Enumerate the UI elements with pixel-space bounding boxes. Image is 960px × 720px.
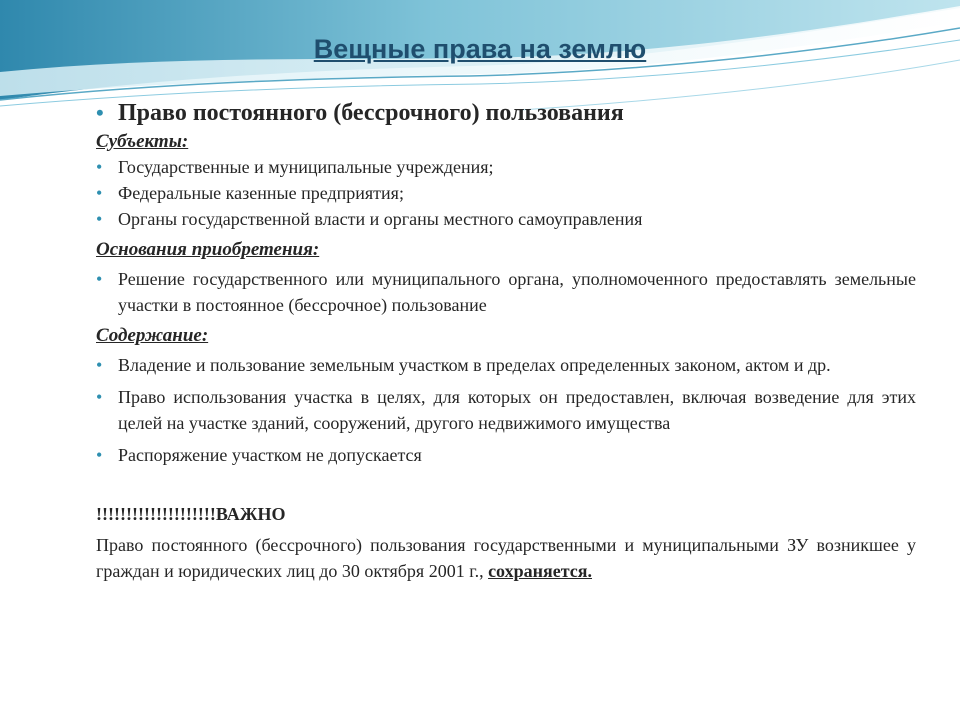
list-item [96,180,916,206]
main-heading [96,96,916,130]
list-item-text: Распоряжение участком не допускается [118,445,422,465]
section-subjects [96,130,916,232]
bullet-icon: • [96,157,103,177]
list-item-text: Государственные и муниципальные учреждения; [118,157,494,177]
note-paragraph [96,532,916,584]
bullet-icon: • [96,387,103,407]
section-label-grounds: Основания приобретения: [96,239,320,260]
list-item [96,442,916,468]
bullet-icon: • [96,100,104,125]
list-item [96,266,916,318]
content [96,96,916,584]
note-emphasis: сохраняется. [488,561,593,581]
subjects-list [96,154,916,232]
bullet-icon: • [96,209,103,229]
section-content [96,324,916,468]
content-list [96,352,916,468]
bullet-icon: • [96,355,103,375]
section-label-subjects: Субъекты: [96,131,189,152]
list-item [96,384,916,436]
list-item-text: Право использования участка в целях, для которых он предоставлен, включая возведение для этих целей на участке зданий, сооружений, другого недвижимого имущества [118,387,916,433]
main-heading-text: Право постоянного (бессрочного) пользования [118,100,624,126]
list-item-text: Федеральные казенные предприятия; [118,183,404,203]
section-label-content: Содержание: [96,325,209,346]
list-item [96,206,916,232]
note-text: Право постоянного (бессрочного) пользования государственными и муниципальными ЗУ возникшее у граждан и юридических лиц до 30 октября 2001 г., [96,535,916,581]
list-item-text: Решение государственного или муниципального органа, уполномоченного предоставлять земельные участки в постоянное (бессрочное) пользование [118,269,916,315]
list-item [96,352,916,378]
bullet-icon: • [96,183,103,203]
list-item-text: Владение и пользование земельным участком в пределах определенных законом, актом и др. [118,355,831,375]
important-label: !!!!!!!!!!!!!!!!!!!!ВАЖНО [96,504,286,524]
page-title: Вещные права на землю [313,34,647,64]
list-item [96,154,916,180]
bullet-icon: • [96,445,103,465]
list-item-text: Органы государственной власти и органы местного самоуправления [118,209,643,229]
grounds-list [96,266,916,318]
bullet-icon: • [96,269,103,289]
section-grounds [96,238,916,318]
